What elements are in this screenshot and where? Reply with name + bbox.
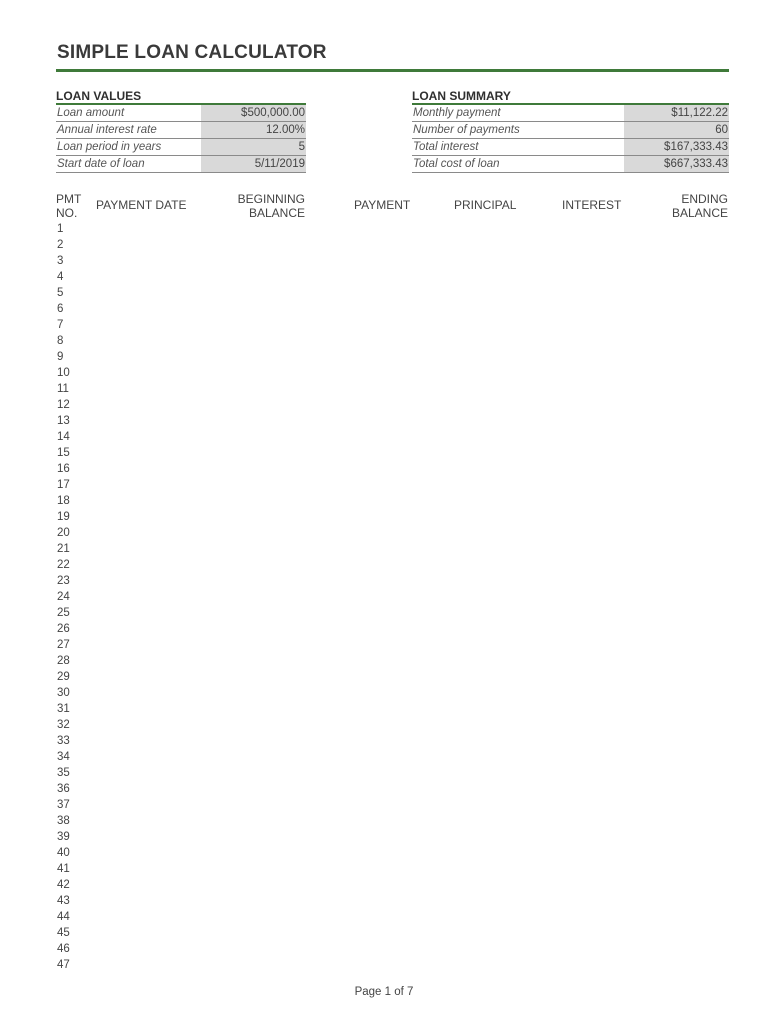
payment-number: 12 [57, 399, 70, 411]
payment-number: 2 [57, 239, 64, 251]
payment-number: 10 [57, 367, 70, 379]
payment-number: 33 [57, 735, 70, 747]
payment-number: 34 [57, 751, 70, 763]
payment-number: 6 [57, 303, 64, 315]
payment-number: 19 [57, 511, 70, 523]
payment-number: 15 [57, 447, 70, 459]
interest-rate-row [56, 122, 306, 139]
payment-number: 5 [57, 287, 64, 299]
payment-number: 4 [57, 271, 64, 283]
loan-amount-value[interactable]: $500,000.00 [201, 105, 306, 121]
loan-period-label: Loan period in years [57, 141, 162, 153]
number-of-payments-row [412, 122, 729, 139]
loan-period-value[interactable]: 5 [201, 139, 306, 155]
col-pmt-no: PMT NO. [56, 192, 82, 220]
payment-number: 13 [57, 415, 70, 427]
payment-number: 3 [57, 255, 64, 267]
col-payment-date: PAYMENT DATE [96, 198, 187, 212]
title-divider [56, 69, 729, 72]
payment-number: 30 [57, 687, 70, 699]
start-date-row [56, 156, 306, 173]
monthly-payment-row [412, 105, 729, 122]
payment-number: 21 [57, 543, 70, 555]
loan-summary-heading: LOAN SUMMARY [412, 89, 511, 103]
payment-number: 20 [57, 527, 70, 539]
payment-number: 16 [57, 463, 70, 475]
payment-number: 18 [57, 495, 70, 507]
loan-amount-label: Loan amount [57, 107, 125, 119]
number-of-payments-value: 60 [624, 122, 729, 138]
payment-number: 27 [57, 639, 70, 651]
total-cost-value: $667,333.43 [624, 156, 729, 172]
interest-rate-value[interactable]: 12.00% [201, 122, 306, 138]
col-beginning-balance: BEGINNING BALANCE [237, 192, 305, 220]
payment-number: 42 [57, 879, 70, 891]
payment-number: 17 [57, 479, 70, 491]
payment-number: 22 [57, 559, 70, 571]
payment-number: 47 [57, 959, 70, 971]
payment-number: 39 [57, 831, 70, 843]
monthly-payment-label: Monthly payment [413, 107, 501, 119]
total-interest-value: $167,333.43 [624, 139, 729, 155]
loan-summary-panel [412, 89, 729, 173]
start-date-label: Start date of loan [57, 158, 145, 170]
col-principal: PRINCIPAL [454, 198, 517, 212]
payment-number: 8 [57, 335, 64, 347]
page-title: SIMPLE LOAN CALCULATOR [57, 42, 327, 63]
page-footer: Page 1 of 7 [354, 986, 414, 998]
monthly-payment-value: $11,122.22 [624, 105, 729, 121]
col-payment: PAYMENT [354, 198, 411, 212]
payment-number: 32 [57, 719, 70, 731]
payment-number: 11 [57, 383, 69, 395]
payment-number: 25 [57, 607, 70, 619]
payment-number: 28 [57, 655, 70, 667]
loan-amount-row [56, 105, 306, 122]
payment-number-list [57, 222, 177, 974]
col-ending-balance: ENDING BALANCE [671, 192, 728, 220]
total-cost-row [412, 156, 729, 173]
interest-rate-label: Annual interest rate [57, 124, 157, 136]
total-interest-label: Total interest [413, 141, 479, 153]
loan-values-panel [56, 89, 306, 173]
payment-number: 40 [57, 847, 70, 859]
payment-number: 29 [57, 671, 70, 683]
payment-number: 23 [57, 575, 70, 587]
total-cost-label: Total cost of loan [413, 158, 500, 170]
payment-number: 35 [57, 767, 70, 779]
payment-number: 14 [57, 431, 70, 443]
schedule-header [56, 190, 729, 222]
number-of-payments-label: Number of payments [413, 124, 520, 136]
payment-number: 24 [57, 591, 70, 603]
total-interest-row [412, 139, 729, 156]
payment-number: 45 [57, 927, 70, 939]
payment-number: 7 [57, 319, 64, 331]
payment-number: 46 [57, 943, 70, 955]
payment-number: 43 [57, 895, 70, 907]
col-interest: INTEREST [562, 198, 622, 212]
loan-period-row [56, 139, 306, 156]
loan-values-heading: LOAN VALUES [56, 89, 142, 103]
payment-number: 38 [57, 815, 70, 827]
payment-number: 31 [57, 703, 70, 715]
start-date-value[interactable]: 5/11/2019 [201, 156, 306, 172]
payment-number: 1 [57, 223, 64, 235]
payment-number: 37 [57, 799, 70, 811]
payment-number: 9 [57, 351, 64, 363]
payment-number: 26 [57, 623, 70, 635]
payment-number: 44 [57, 911, 70, 923]
payment-number: 36 [57, 783, 70, 795]
payment-number: 41 [57, 863, 70, 875]
